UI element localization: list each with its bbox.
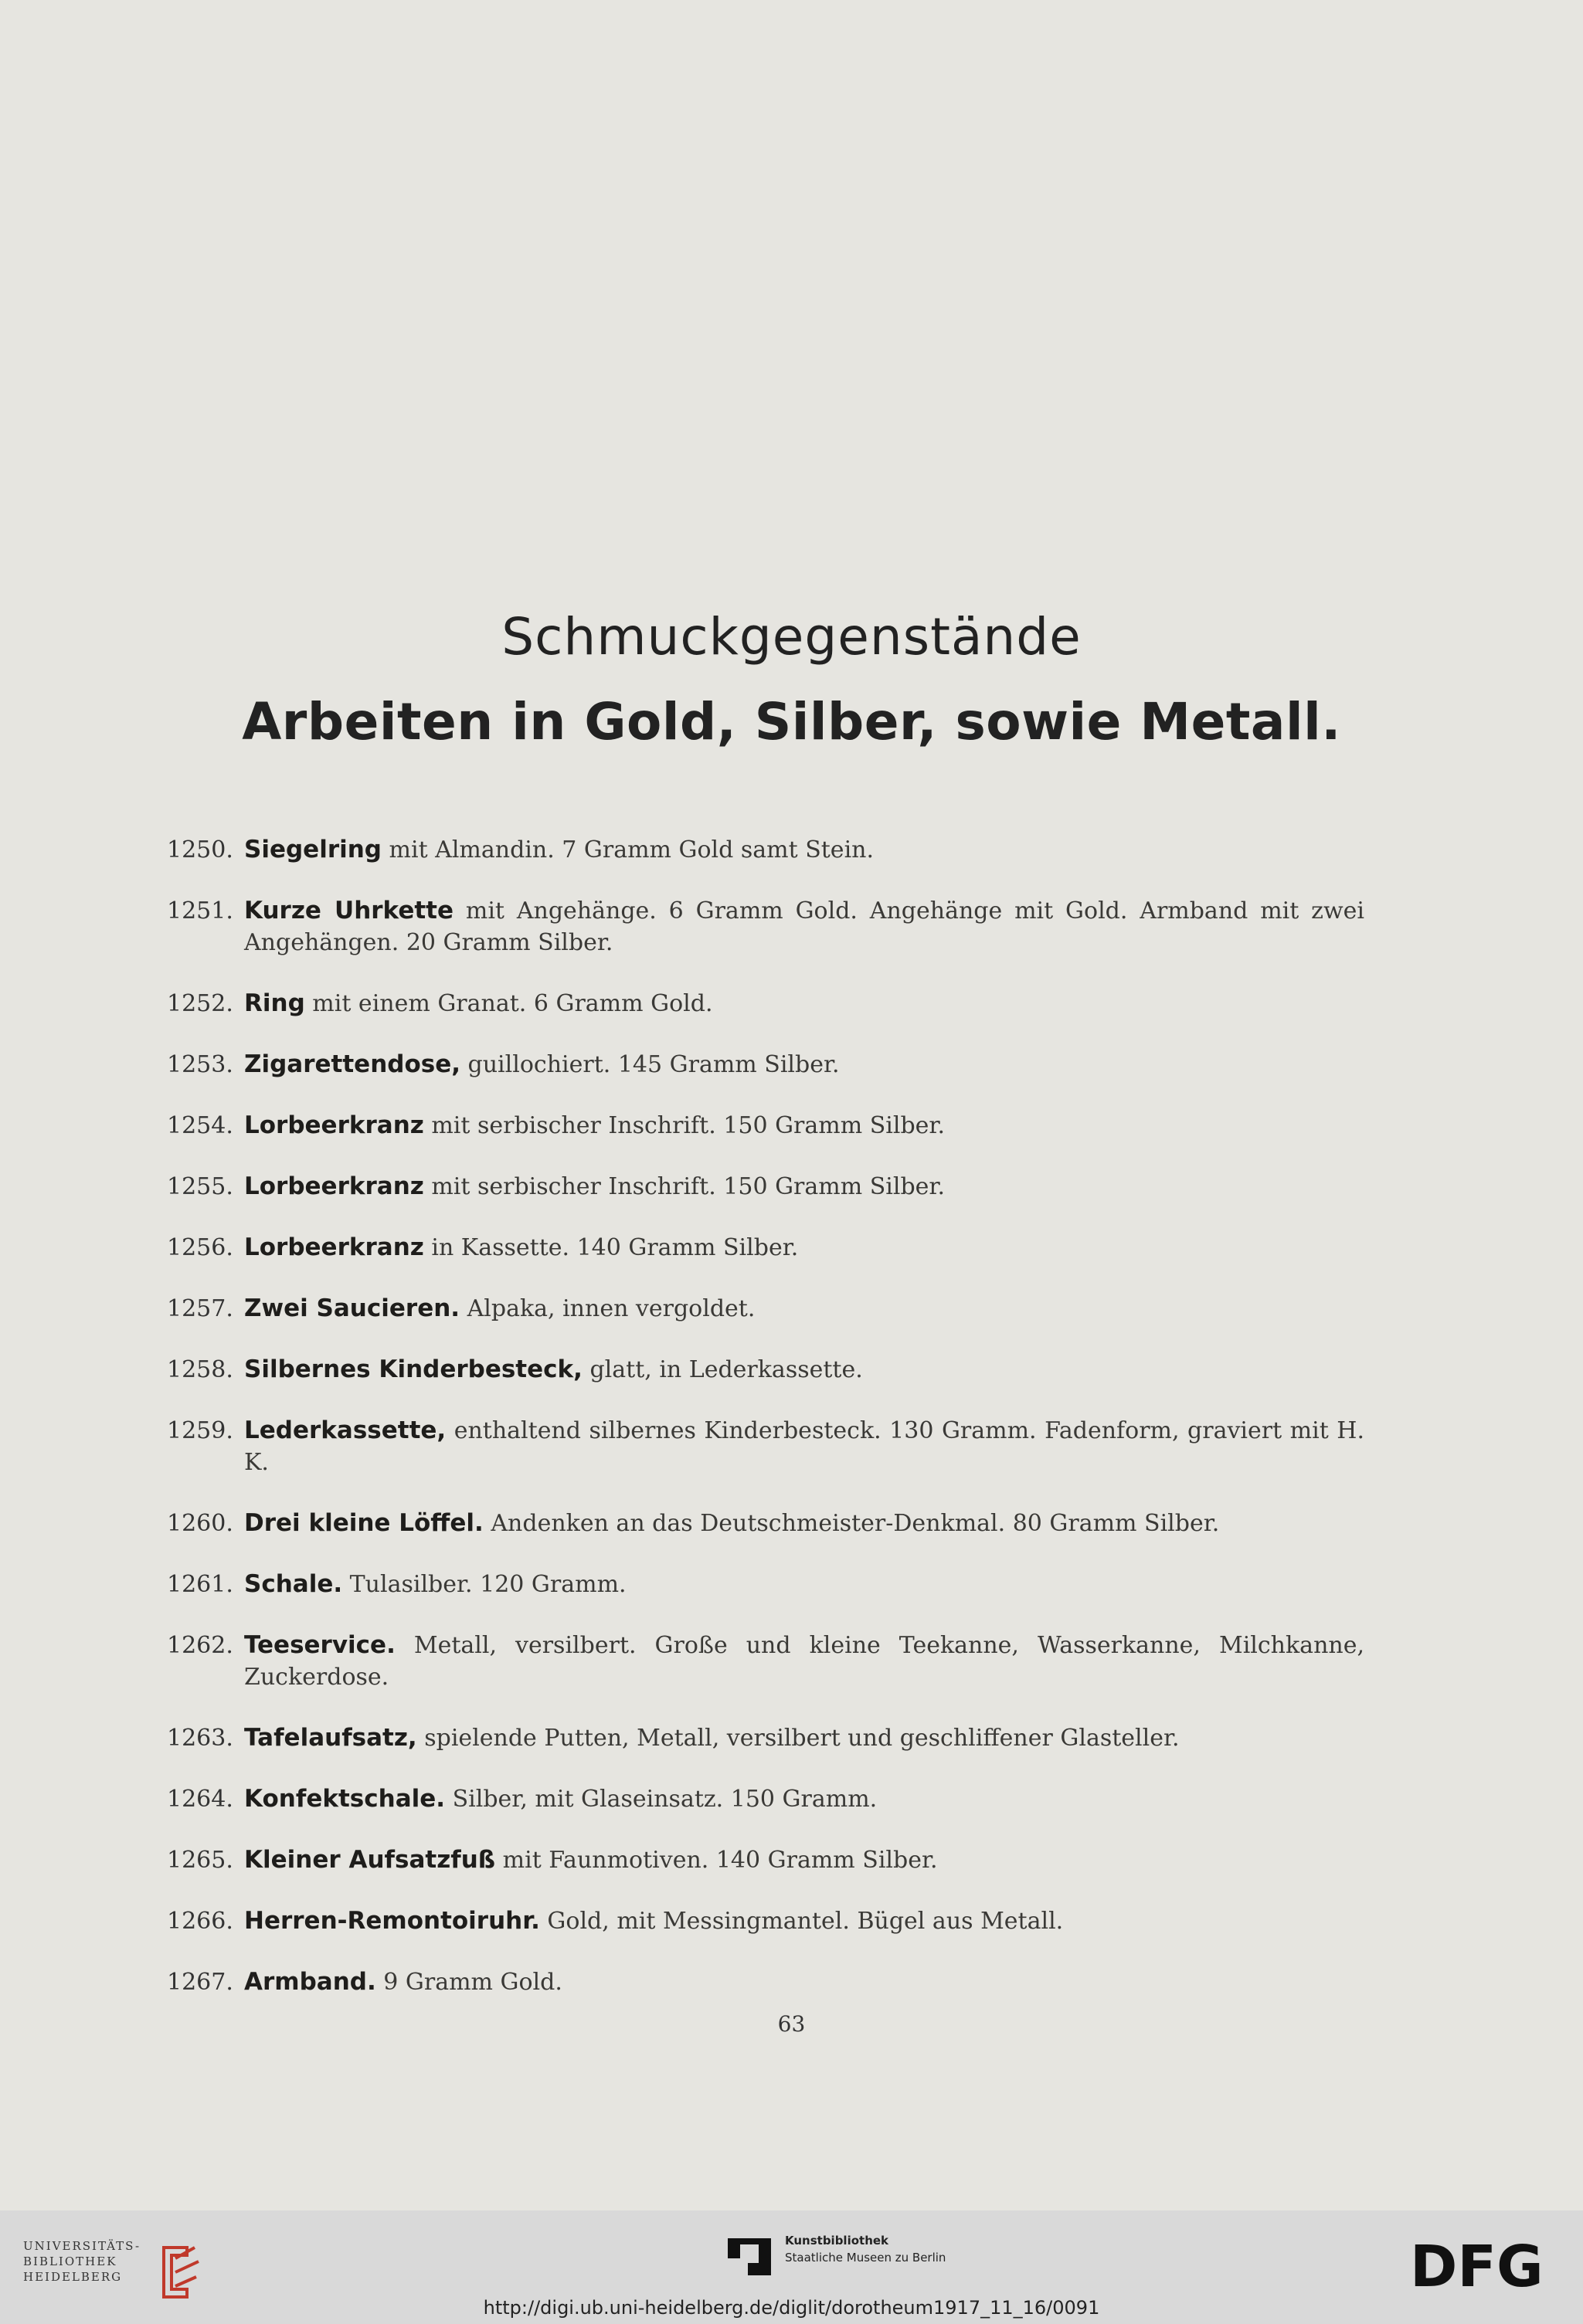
catalog-entry	[167, 1569, 1364, 1600]
entry-item-name: Armband.	[244, 1968, 376, 1996]
entry-item-name: Ring	[244, 989, 305, 1017]
entry-number: 1263.	[167, 1725, 233, 1752]
catalog-entry	[167, 834, 1364, 866]
digitization-footer	[0, 2210, 1583, 2324]
page-number: 63	[777, 2011, 806, 2037]
entry-details: Silber, mit Glaseinsatz. 150 Gramm.	[445, 1786, 878, 1813]
entry-number: 1259.	[167, 1417, 233, 1444]
entry-number: 1255.	[167, 1173, 233, 1200]
entry-details: Gold, mit Messingmantel. Bügel aus Metall.	[539, 1908, 1064, 1935]
ub-logo-line: UNIVERSITÄTS-	[23, 2239, 141, 2253]
catalog-entry	[167, 895, 1364, 958]
entry-item-name: Lederkassette,	[244, 1416, 447, 1444]
entry-details: mit serbischer Inschrift. 150 Gramm Silber.	[423, 1173, 945, 1200]
catalog-entry	[167, 1844, 1364, 1876]
ub-logo-line: BIBLIOTHEK	[23, 2254, 117, 2268]
entry-description	[244, 1293, 1364, 1325]
entry-number: 1254.	[167, 1112, 233, 1139]
entry-details: Metall, versilbert. Große und kleine Teekanne, Wasserkanne, Milchkanne, Zuckerdose.	[244, 1632, 1364, 1691]
entry-description	[244, 988, 1364, 1020]
kunstbibliothek-name: Kunstbibliothek	[785, 2234, 889, 2248]
kunstbibliothek-subtitle: Staatliche Museen zu Berlin	[785, 2251, 946, 2265]
entry-details: mit Almandin. 7 Gramm Gold samt Stein.	[382, 836, 875, 863]
entry-description	[244, 895, 1364, 958]
entry-item-name: Silbernes Kinderbesteck,	[244, 1355, 583, 1383]
catalog-entry	[167, 1905, 1364, 1937]
entry-description	[244, 1844, 1364, 1876]
entry-description	[244, 1783, 1364, 1815]
entry-details: glatt, in Lederkassette.	[582, 1356, 863, 1383]
dfg-logo[interactable]	[1410, 2241, 1564, 2291]
entry-details: guillochiert. 145 Gramm Silber.	[460, 1051, 840, 1078]
dfg-logo-text: DFG	[1410, 2241, 1544, 2291]
entry-item-name: Teeservice.	[244, 1631, 396, 1659]
university-library-logo[interactable]	[23, 2238, 201, 2300]
catalog-entry	[167, 988, 1364, 1020]
entry-number: 1267.	[167, 1969, 233, 1996]
entry-number: 1251.	[167, 897, 233, 925]
entry-number: 1256.	[167, 1234, 233, 1261]
kunstbibliothek-emblem-icon	[725, 2235, 774, 2278]
entry-number: 1257.	[167, 1295, 233, 1322]
entry-details: mit einem Granat. 6 Gramm Gold.	[304, 990, 713, 1017]
entry-description	[244, 1508, 1364, 1539]
entry-details: mit Angehänge. 6 Gramm Gold. Angehänge mit Gold. Armband mit zwei Angehängen. 20 Gramm Silber.	[244, 897, 1364, 956]
entry-description	[244, 1110, 1364, 1142]
entry-details: Tulasilber. 120 Gramm.	[342, 1571, 627, 1598]
entry-number: 1265.	[167, 1847, 233, 1874]
catalog-entry	[167, 1415, 1364, 1478]
catalog-entry	[167, 1110, 1364, 1142]
entry-number: 1264.	[167, 1786, 233, 1813]
catalog-entry	[167, 1232, 1364, 1264]
entry-description	[244, 1722, 1364, 1754]
permalink-url[interactable]: http://digi.ub.uni-heidelberg.de/diglit/dorotheum1917_11_16/0091	[483, 2297, 1100, 2319]
entry-item-name: Kurze Uhrkette	[244, 897, 454, 925]
entry-item-name: Kleiner Aufsatzfuß	[244, 1846, 496, 1874]
entry-item-name: Lorbeerkranz	[244, 1233, 424, 1261]
catalog-entry	[167, 1783, 1364, 1815]
entry-item-name: Siegelring	[244, 836, 382, 863]
entry-details: Andenken an das Deutschmeister-Denkmal. 80 Gramm Silber.	[483, 1510, 1220, 1537]
ub-logo-line: HEIDELBERG	[23, 2270, 123, 2284]
entry-item-name: Konfektschale.	[244, 1785, 446, 1813]
entry-details: in Kassette. 140 Gramm Silber.	[423, 1234, 799, 1261]
catalog-entry	[167, 1508, 1364, 1539]
entry-number: 1250.	[167, 836, 233, 863]
entry-item-name: Lorbeerkranz	[244, 1111, 424, 1139]
entry-details: mit Faunmotiven. 140 Gramm Silber.	[495, 1847, 938, 1874]
entry-details: mit serbischer Inschrift. 150 Gramm Silber.	[423, 1112, 945, 1139]
entry-number: 1252.	[167, 990, 233, 1017]
catalog-entry	[167, 1722, 1364, 1754]
entry-description	[244, 1232, 1364, 1264]
entry-number: 1260.	[167, 1510, 233, 1537]
entry-number: 1266.	[167, 1908, 233, 1935]
entry-number: 1262.	[167, 1632, 233, 1659]
section-subtitle: Arbeiten in Gold, Silber, sowie Metall.	[242, 692, 1341, 751]
catalog-entry	[167, 1171, 1364, 1203]
entry-number: 1261.	[167, 1571, 233, 1598]
section-title: Schmuckgegenstände	[501, 607, 1082, 667]
entry-description	[244, 1171, 1364, 1203]
catalog-entry-list	[167, 834, 1364, 2027]
catalog-entry	[167, 1630, 1364, 1693]
entry-item-name: Lorbeerkranz	[244, 1172, 424, 1200]
entry-details: spielende Putten, Metall, versilbert und geschliffener Glasteller.	[416, 1725, 1180, 1752]
entry-details: Alpaka, innen vergoldet.	[460, 1295, 756, 1322]
entry-details: 9 Gramm Gold.	[375, 1969, 562, 1996]
catalog-entry	[167, 1354, 1364, 1386]
entry-description	[244, 1569, 1364, 1600]
entry-description	[244, 1630, 1364, 1693]
catalog-entry	[167, 1293, 1364, 1325]
ub-emblem-icon	[141, 2241, 210, 2303]
entry-item-name: Herren-Remontoiruhr.	[244, 1907, 540, 1935]
entry-number: 1258.	[167, 1356, 233, 1383]
catalog-entry	[167, 1966, 1364, 1998]
entry-description	[244, 1415, 1364, 1478]
entry-number: 1253.	[167, 1051, 233, 1078]
entry-description	[244, 1966, 1364, 1998]
entry-description	[244, 1049, 1364, 1081]
entry-item-name: Zwei Saucieren.	[244, 1294, 460, 1322]
entry-description	[244, 1905, 1364, 1937]
entry-item-name: Schale.	[244, 1570, 343, 1598]
entry-details: enthaltend silbernes Kinderbesteck. 130 Gramm. Fadenform, graviert mit H. K.	[244, 1417, 1364, 1476]
entry-item-name: Zigarettendose,	[244, 1050, 460, 1078]
catalog-entry	[167, 1049, 1364, 1081]
entry-item-name: Tafelaufsatz,	[244, 1724, 417, 1752]
entry-description	[244, 1354, 1364, 1386]
entry-item-name: Drei kleine Löffel.	[244, 1509, 484, 1537]
entry-description	[244, 834, 1364, 866]
